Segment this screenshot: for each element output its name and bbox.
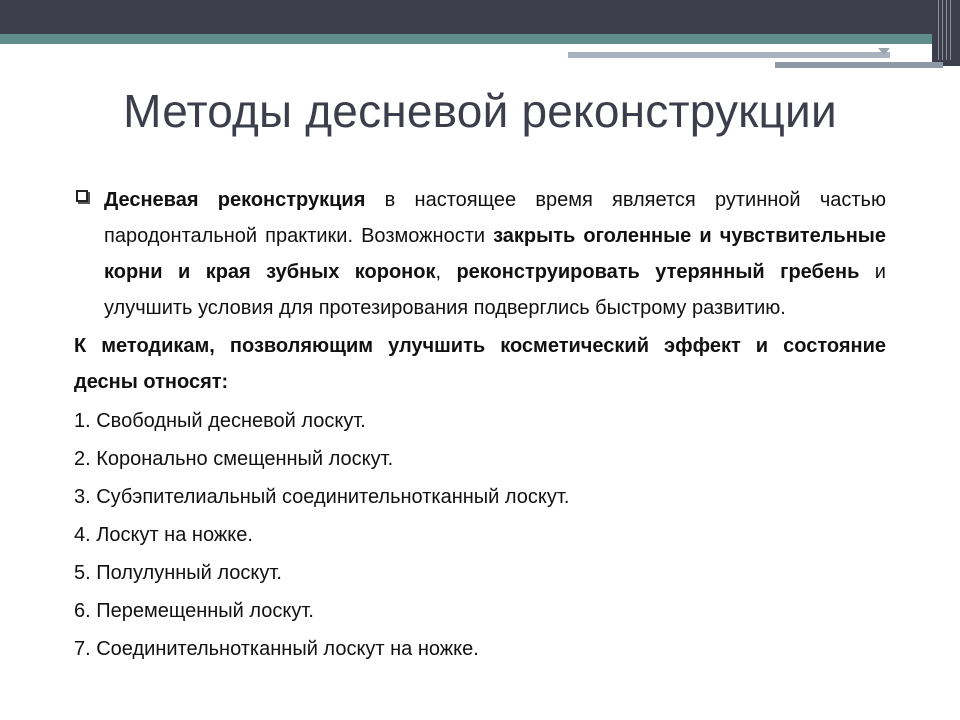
list-item: 5. Полулунный лоскут. [74, 562, 282, 584]
bullet-bold-phrase-2: реконструировать утерянный гребень [456, 261, 860, 283]
header-teal-band [0, 34, 960, 44]
methods-list [74, 402, 886, 668]
header-decor-line [568, 52, 890, 58]
list-item: 6. Перемещенный лоскут. [74, 600, 314, 622]
bullet-text: в настоящее время является рутинной частью пародонтальной практики. Возможности [104, 189, 886, 247]
header-dark-band [0, 0, 960, 34]
bullet-bold-phrase: закрыть оголенные и чувствительные корни и края зубных коронок [104, 225, 886, 283]
list-item: 7. Соединительнотканный лоскут на ножке. [74, 638, 479, 660]
header-decor-line-secondary [775, 62, 943, 68]
decor-triangle-icon [878, 48, 890, 55]
list-item: 1. Свободный десневой лоскут. [74, 410, 366, 432]
list-item: 3. Субэпителиальный соединительнотканный лоскут. [74, 486, 570, 508]
bullet-paragraph [74, 182, 886, 326]
list-item: 4. Лоскут на ножке. [74, 524, 253, 546]
bullet-comma: , [435, 261, 457, 283]
bullet-bold-term: Десневая реконструкция [104, 189, 366, 211]
slide-content [74, 182, 886, 668]
list-item: 2. Коронально смещенный лоскут. [74, 448, 394, 470]
header-corner-stripes [938, 0, 954, 60]
checkbox-bullet-icon [76, 190, 88, 202]
methods-subheading: К методикам, позволяющим улучшить косметический эффект и состояние десны относят: [74, 335, 886, 393]
bullet-text-end: и улучшить условия для протезирования подверглись быстрому развитию. [104, 261, 886, 319]
slide-title: Методы десневой реконструкции [123, 85, 837, 137]
